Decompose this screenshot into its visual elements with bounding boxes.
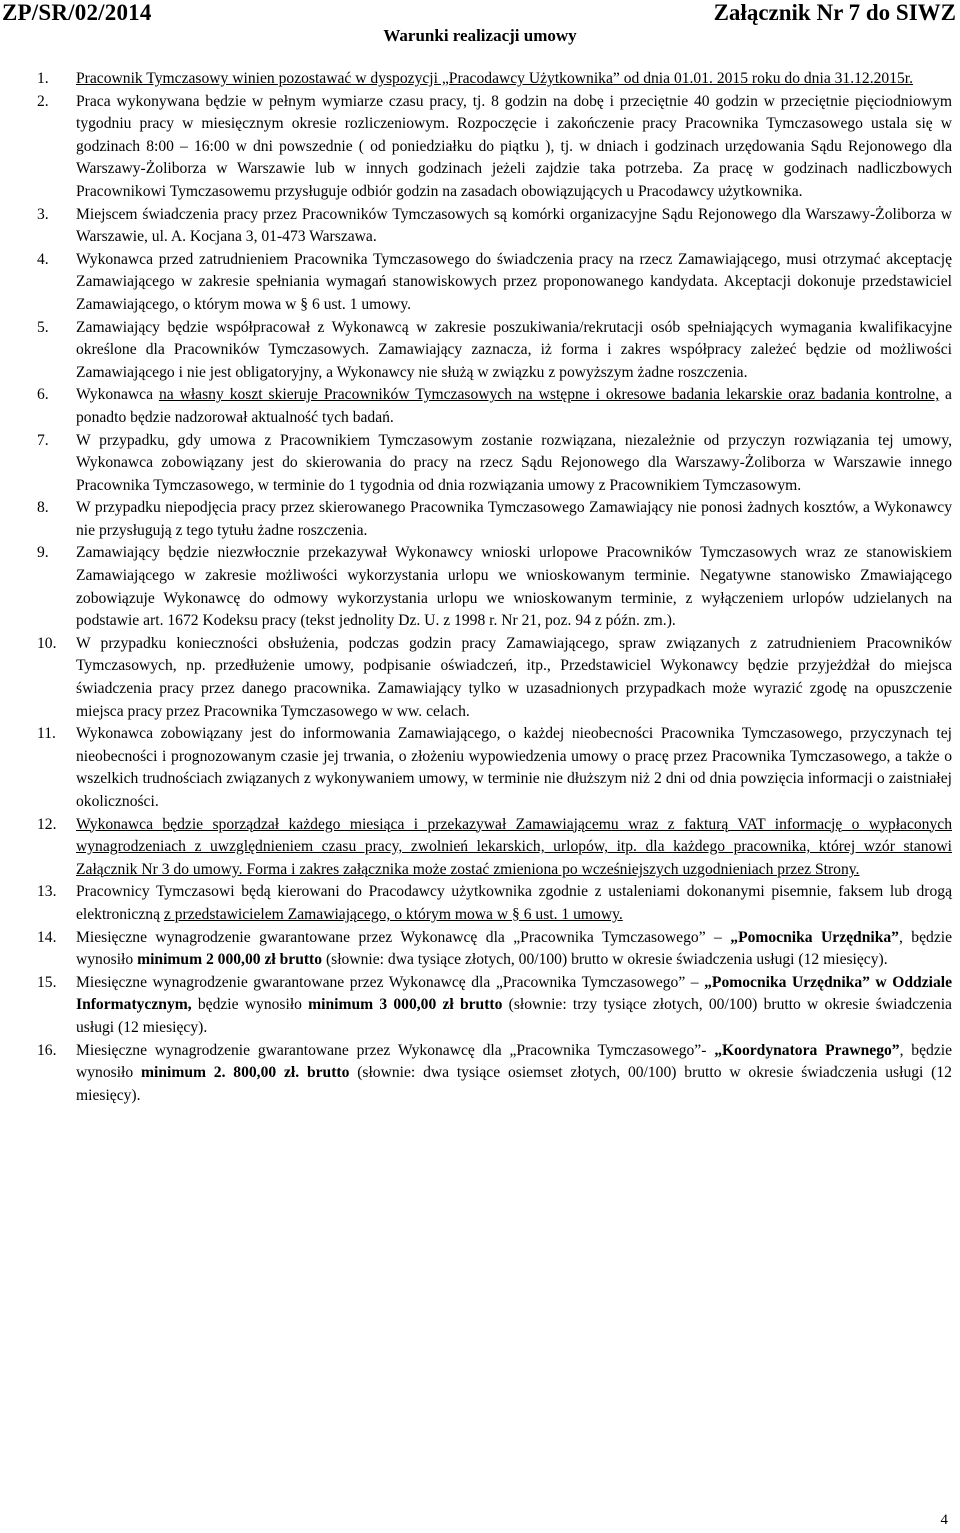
list-item-text: (słownie: dwa tysiące osiemset złotych, 00/100) brutto w okresie świadczenia usługi (12 miesięcy).: [76, 1064, 952, 1104]
list-item-number: 7.: [37, 431, 49, 449]
list-item-4: [0, 249, 960, 317]
list-item-number: 11.: [37, 725, 56, 743]
list-item-7: [0, 430, 960, 498]
list-item-9: [0, 542, 960, 632]
list-item-text: Wykonawca: [76, 386, 159, 404]
list-item-5: [0, 317, 960, 385]
list-item-1: [0, 68, 960, 91]
list-item-text: „Pomocnika Urzędnika” w Oddziale Informatycznym,: [76, 973, 952, 1014]
list-item-text: minimum 2. 800,00 zł. brutto: [141, 1064, 350, 1082]
list-item-number: 10.: [37, 634, 57, 652]
list-item-text: będzie wynosiło: [191, 996, 309, 1014]
list-item-6: [0, 384, 960, 429]
list-item-text: na własny koszt skieruje Pracowników Tymczasowych na wstępne i okresowe badania lekarskie oraz badania kontrolne,: [158, 386, 940, 404]
list-item-text: minimum 2 000,00 zł brutto: [137, 951, 323, 969]
list-item-text: Pracownik Tymczasowy winien pozostawać w dyspozycji „Pracodawcy Użytkownika” od dnia 01.01. 2015 roku do dnia 31.12.2015r.: [76, 70, 914, 87]
list-item-text: „Koordynatora Prawnego”: [714, 1041, 900, 1059]
attachment-title: Załącznik Nr 7 do SIWZ: [713, 0, 956, 25]
list-item-text: Miesięczne wynagrodzenie gwarantowane przez Wykonawcę dla „Pracownika Tymczasowego” –: [76, 973, 705, 991]
list-item-text: Miesięczne wynagrodzenie gwarantowane przez Wykonawcę dla „Pracownika Tymczasowego” –: [76, 928, 731, 946]
list-item-number: 2.: [37, 92, 49, 110]
list-item-number: 1.: [37, 70, 49, 87]
list-item-text: „Pomocnika Urzędnika”: [730, 928, 899, 946]
list-item-number: 14.: [37, 928, 57, 946]
list-item-text: , będzie wynosiło: [76, 928, 952, 969]
list-item-number: 16.: [37, 1041, 57, 1059]
list-item-text: W przypadku niepodjęcia pracy przez skierowanego Pracownika Tymczasowego Zamawiający nie ponosi żadnych kosztów, a Wykonawcy nie przysługują z tego tytułu żadne roszczenia.: [76, 499, 952, 539]
list-item-text: Miesięczne wynagrodzenie gwarantowane przez Wykonawcę dla „Pracownika Tymczasowego”-: [76, 1041, 715, 1059]
list-item-text: Wykonawca zobowiązany jest do informowania Zamawiającego, o każdej nieobecności Pracownika Tymczasowego, przyczynach tej nieobecności i prognozowanym czasie jej trwania, o złożeniu wypowiedzenia umowy o pracę przez Pracownika Tymczasowego, a także o wszelkich trudnościach związanych z wykonywaniem umowy, w terminie nie dłuższym niż 2 dni od dnia powzięcia informacji o zaistniałej okoliczności.: [76, 725, 952, 810]
list-item-number: 3.: [37, 205, 49, 223]
list-item-12: [0, 814, 960, 882]
list-item-text: Wykonawca będzie sporządzał każdego miesiąca i przekazywał Zamawiającemu wraz z fakturą VAT informację o wypłaconych wynagrodzeniach z uwzględnieniem czasu pracy, zwolnień lekarskich, urlopów, itp. dla każdego pracownika, której wzór stanowi Załącznik Nr 3 do umowy. Forma i zakres załącznika może zostać zmieniona po wcześniejszych uzgodnieniach przez Strony.: [76, 815, 952, 878]
list-item-10: [0, 633, 960, 723]
list-item-text: Pracownicy Tymczasowi będą kierowani do Pracodawcy użytkownika zgodnie z ustaleniami dokonanymi pisemnie, faksem lub drogą elektroniczną: [76, 883, 952, 923]
list-item-number: 9.: [37, 544, 49, 562]
list-item-13: [0, 881, 960, 926]
list-item-text: Praca wykonywana będzie w pełnym wymiarze czasu pracy, tj. 8 godzin na dobę i przeciętnie 40 godzin w przeciętnie pięciodniowym tygodniu pracy w miesięcznym okresie rozliczeniowym. Rozpoczęcie i zakończenie pracy Pracownika Tymczasowego ustala się w godzinach 8:00 – 16:00 w dni powszednie ( od poniedziałku do piątku ), tj. w dniach i godzinach urzędowania Sądu Rejonowego dla Warszawy-Żoliborza w Warszawie lub w innych godzinach jeżeli zajdzie taka potrzeba. Za pracę w godzinach nadliczbowych Pracownikowi Tymczasowemu przysługuje odbiór godzin na zasadach obowiązujących u Pracodawcy użytkownika.: [76, 92, 952, 200]
list-item-11: [0, 723, 960, 813]
page-number: 4: [940, 1512, 948, 1528]
list-item-text: W przypadku konieczności obsłużenia, podczas godzin pracy Zamawiającego, spraw związanych z zatrudnieniem Pracowników Tymczasowych, np. przedłużenie umowy, podpisanie oświadczeń, itp., Przedstawiciel Wykonawcy będzie przyjeżdżał do miejsca świadczenia pracy przez danego pracownika. Zamawiający tylko w uzasadnionych przypadkach może wyrazić zgodę na opuszczenie miejsca pracy przez Pracownika Tymczasowego w ww. celach.: [76, 634, 952, 720]
list-item-text: (słownie: dwa tysiące złotych, 00/100) brutto w okresie świadczenia usługi (12 miesięcy).: [322, 951, 888, 969]
list-item-text: Zamawiający będzie niezwłocznie przekazywał Wykonawcy wnioski urlopowe Pracowników Tymczasowych wraz ze stanowiskiem Zamawiającego w zakresie możliwości wykorzystania urlopu we wnioskowanym terminie. Negatywne stanowisko Zmawiającego zobowiązuje Wykonawcę do odmowy wykorzystania urlopu we wnioskowanym terminie, z wyłączeniem urlopów udzielanych na podstawie art. 1672 Kodeksu pracy (tekst jednolity Dz. U. z 1998 r. Nr 21, poz. 94 z późn. zm.).: [76, 544, 952, 630]
list-item-text: Miejscem świadczenia pracy przez Pracowników Tymczasowych są komórki organizacyjne Sądu Rejonowego dla Warszawy-Żoliborza w Warszawie, ul. A. Kocjana 3, 01-473 Warszawa.: [76, 205, 952, 246]
list-item-8: [0, 497, 960, 542]
list-item-text: Wykonawca przed zatrudnieniem Pracownika Tymczasowego do świadczenia pracy na rzecz Zamawiającego, musi otrzymać akceptację Zamawiającego w zakresie spełniania wymagań stanowiskowych przez proponowanego kandydata. Akceptacji dokonuje przedstawiciel Zamawiającego, o którym mowa w § 6 ust. 1 umowy.: [76, 250, 952, 313]
list-item-2: [0, 91, 960, 204]
list-item-text: Zamawiający będzie współpracował z Wykonawcą w zakresie poszukiwania/rekrutacji osób spełniających wymagania kwalifikacyjne określone dla Pracowników Tymczasowych. Zamawiający zaznacza, iż forma i zakres współpracy zależeć będzie od możliwości Zamawiającego i nie jest obligatoryjny, a Wykonawcy nie służą w związku z powyższym żadne roszczenia.: [76, 318, 952, 381]
list-item-number: 12.: [37, 815, 57, 833]
list-item-number: 4.: [37, 250, 49, 268]
document-id: ZP/SR/02/2014: [2, 0, 152, 25]
list-item-text: , będzie wynosiło: [76, 1041, 952, 1082]
list-item-15: [0, 972, 960, 1040]
list-item-14: [0, 927, 960, 972]
list-item-text: z przedstawicielem Zamawiającego, o którym mowa w § 6 ust. 1 umowy.: [163, 905, 623, 923]
conditions-list: [0, 68, 960, 1107]
list-item-text: minimum 3 000,00 zł brutto: [308, 996, 503, 1014]
list-item-text: (słownie: trzy tysiące złotych, 00/100) brutto w okresie świadczenia usługi (12 miesięcy).: [76, 996, 952, 1036]
list-item-text: a ponadto będzie nadzorował aktualność tych badań.: [76, 386, 952, 426]
list-item-number: 13.: [37, 883, 57, 901]
list-item-number: 15.: [37, 973, 57, 991]
list-item-number: 6.: [37, 386, 49, 404]
list-item-number: 8.: [37, 499, 49, 517]
document-subtitle: Warunki realizacji umowy: [383, 26, 577, 45]
list-item-16: [0, 1040, 960, 1108]
list-item-text: W przypadku, gdy umowa z Pracownikiem Tymczasowym zostanie rozwiązana, niezależnie od przyczyn rozwiązania tej umowy, Wykonawca zobowiązany jest do skierowania do pracy na rzecz Sądu Rejonowego dla Warszawy-Żoliborza w Warszawie innego Pracownika Tymczasowego, w terminie do 1 tygodnia od dnia rozwiązania umowy z Pracownikiem Tymczasowym.: [76, 431, 952, 494]
list-item-number: 5.: [37, 318, 49, 336]
list-item-3: [0, 204, 960, 249]
